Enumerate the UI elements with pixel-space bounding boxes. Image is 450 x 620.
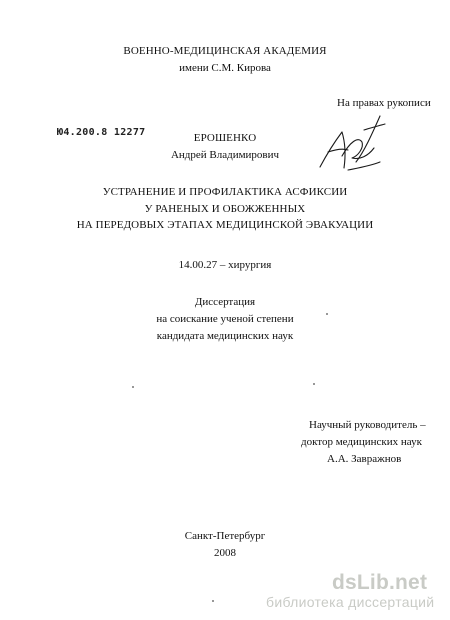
supervisor-role: Научный руководитель – <box>309 419 426 431</box>
author-given-names: Андрей Владимирович <box>170 149 280 161</box>
watermark-subtitle: библиотека диссертаций <box>266 594 435 610</box>
scan-speck <box>326 313 328 315</box>
author-surname: ЕРОШЕНКО <box>193 132 257 144</box>
scan-speck <box>212 600 214 602</box>
city: Санкт-Петербург <box>184 530 266 542</box>
title-line-2: У РАНЕНЫХ И ОБОЖЖЕННЫХ <box>144 203 306 215</box>
scan-speck <box>313 383 315 385</box>
handwritten-signature <box>318 112 388 178</box>
title-line-3: НА ПЕРЕДОВЫХ ЭТАПАХ МЕДИЦИНСКОЙ ЭВАКУАЦИИ <box>76 219 374 231</box>
title-line-1: УСТРАНЕНИЕ И ПРОФИЛАКТИКА АСФИКСИИ <box>102 186 348 198</box>
academy-named-after: имени С.М. Кирова <box>179 62 271 74</box>
scan-speck <box>132 386 134 388</box>
specialty-code: 14.00.27 – хирургия <box>178 259 272 271</box>
manuscript-rights-note: На правах рукописи <box>337 97 431 109</box>
watermark-logo: dsLib.net <box>332 571 428 594</box>
degree-field: кандидата медицинских наук <box>156 330 294 342</box>
year: 2008 <box>214 547 236 559</box>
academy-name: ВОЕННО-МЕДИЦИНСКАЯ АКАДЕМИЯ <box>123 45 327 57</box>
supervisor-name: А.А. Завражнов <box>327 453 402 465</box>
dissertation-label: Диссертация <box>194 296 256 308</box>
degree-sought: на соискание ученой степени <box>156 313 294 325</box>
supervisor-degree: доктор медицинских наук <box>301 436 422 448</box>
archive-stamp-number: Ю4.200.8 12277 <box>57 127 146 138</box>
